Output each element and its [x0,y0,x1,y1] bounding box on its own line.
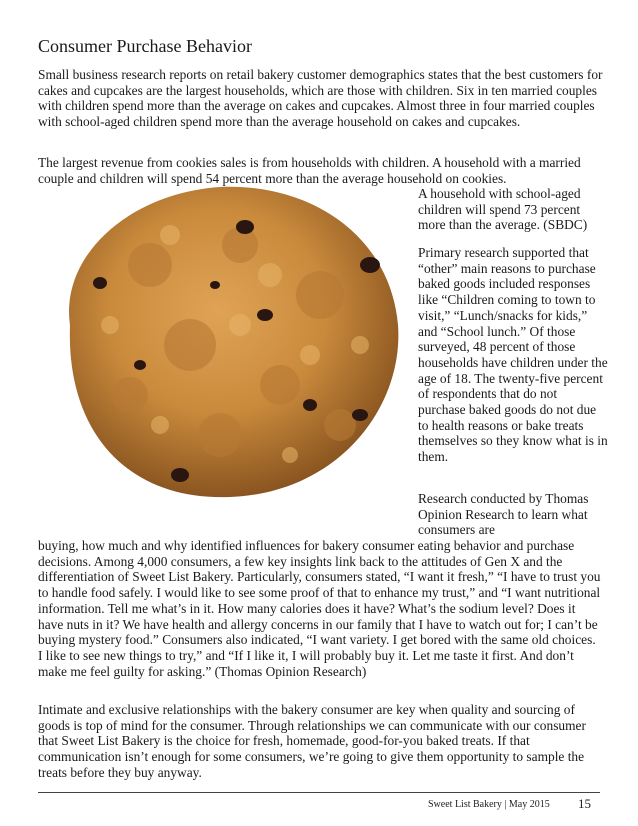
column-primary-research: Primary research supported that “other” main reasons to purchase baked goods included responses like “Children coming to town to visit,” “Lunch/snacks for kids,” and “School lunch.” Of those surveyed, 48 percent of those households have children under the age of 18. The twenty-five percent of respondents that do not purchase baked goods do not due to health reasons or bake treats themselves so they know what is in them. [418,245,608,465]
column-school-aged: A household with school-aged children will spend 73 percent more than the average. (SBDC) [418,186,588,233]
page-number: 15 [578,796,591,811]
paragraph-relationships: Intimate and exclusive relationships with the bakery consumer are key when quality and sourcing of goods is top of mind for the consumer. Through relationships we can communicate with our consumer that Sweet List Bakery is the choice for fresh, homemade, good-for-you baked treats. If that communication isn’t enough for some consumers, we’re going to give them opportunity to sample the treats before they buy anyway. [38,702,586,780]
paragraph-cookie-revenue: The largest revenue from cookies sales is from households with children. A household with a married couple and children will spend 54 percent more than the average household on cookies. [38,155,581,186]
paragraph-demographics: Small business research reports on retail bakery customer demographics states that the best customers for cakes and cupcakes are the largest households, which are those with children. Six in ten married couples with children spend more than the average on cakes and cupcakes. Almost three in four married couples with school-aged children spend more than the average household on cakes and cupcakes. [38,67,603,130]
section-title: Consumer Purchase Behavior [38,36,252,56]
footer-label: Sweet List Bakery | May 2015 [428,799,550,810]
paragraph-consumer-insights: buying, how much and why identified influences for bakery consumer eating behavior and purchase decisions. Among 4,000 consumers, a few key insights link back to the attitudes of Gen X and the differentiation of Sweet List Bakery. Particularly, consumers stated, “I want it fresh,” “I have to trust you to handle food safely. I would like to see some proof of that to enhance my trust,” and “I want nutritional information. Tell me what’s in it. How many calories does it have? What’s the sodium level? Does it have nuts in it? We have health and allergy concerns in our family that I have to watch out for; I can’t be buying mystery food.” Consumers also indicated, “I want variety. I get bored with the same old choices. I like to see new things to try,” and “If I like it, I will probably buy it. Let me taste it first. And don’t make me feel guilty for asking.” (Thomas Opinion Research) [38,538,601,679]
cookie-image [40,175,410,505]
column-research-intro: Research conducted by Thomas Opinion Research to learn what consumers are [418,491,589,538]
footer-rule [38,792,600,793]
